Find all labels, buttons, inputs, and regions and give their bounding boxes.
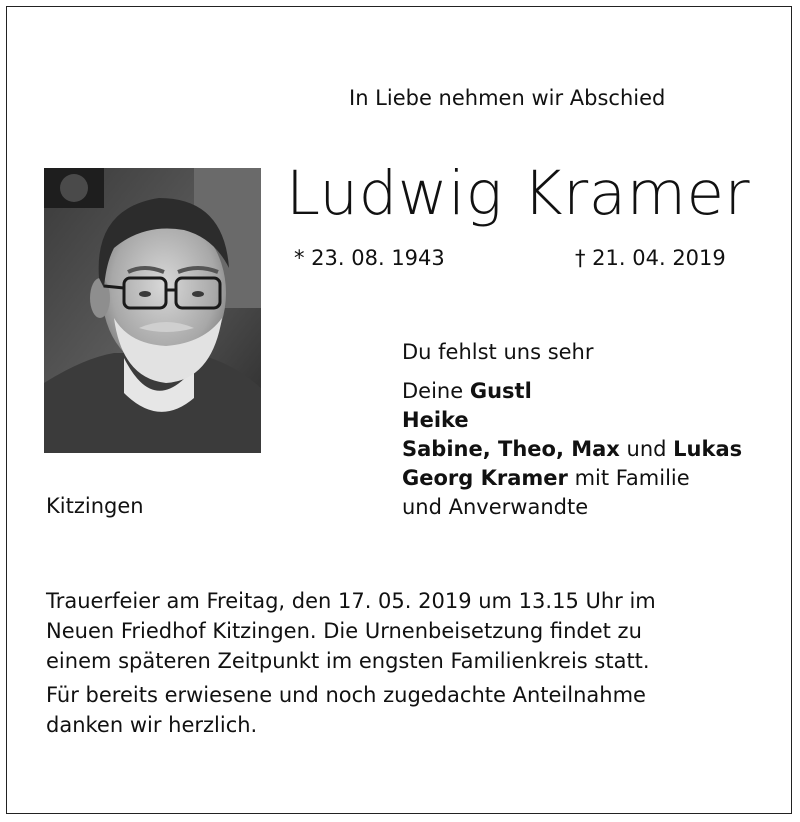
funeral-line: Neuen Friedhof Kitzingen. Die Urnenbeisetzung findet zu: [46, 619, 642, 643]
city-label: Kitzingen: [46, 494, 144, 518]
signature-block: [402, 338, 742, 522]
thanks-line: Für bereits erwiesene und noch zugedachte Anteilnahme: [46, 683, 646, 707]
death-date: † 21. 04. 2019: [575, 246, 726, 270]
funeral-line: Trauerfeier am Freitag, den 17. 05. 2019 um 13.15 Uhr im: [46, 589, 656, 613]
signature-line-3: Sabine, Theo, Max und Lukas: [402, 437, 743, 461]
thanks-notice: [46, 680, 766, 740]
deceased-name: Ludwig Kramer: [286, 158, 751, 229]
intro-text: In Liebe nehmen wir Abschied: [349, 86, 666, 110]
signature-line-4: Georg Kramer mit Familie: [402, 466, 690, 490]
signature-line-5: und Anverwandte: [402, 495, 589, 519]
funeral-notice: [46, 586, 766, 676]
signature-line-1: Deine Gustl: [402, 379, 532, 403]
portrait-photo: [44, 168, 261, 453]
thanks-line: danken wir herzlich.: [46, 713, 258, 737]
birth-date: * 23. 08. 1943: [294, 246, 445, 270]
message-line: Du fehlst uns sehr: [402, 340, 594, 364]
signature-line-2: Heike: [402, 408, 469, 432]
funeral-line: einem späteren Zeitpunkt im engsten Familienkreis statt.: [46, 649, 650, 673]
